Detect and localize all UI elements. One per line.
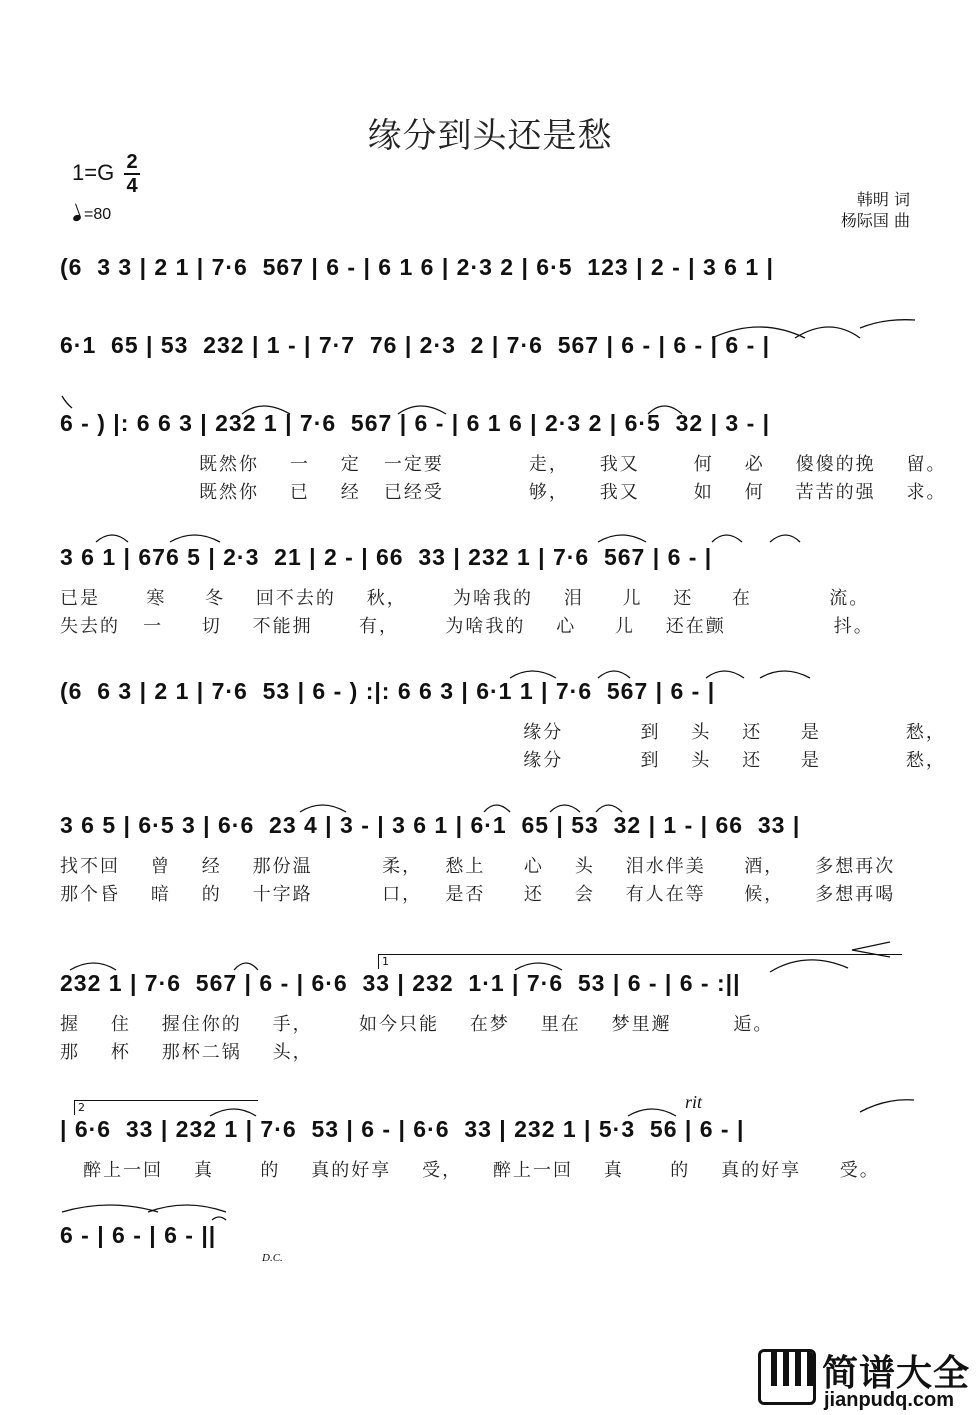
slur-arc	[860, 1100, 914, 1112]
lyric-verse-2: 失去的 一 切 不能拥 有， 为啥我的 心 儿 还在颤 抖。	[60, 616, 874, 637]
site-logo	[758, 1345, 980, 1415]
lyricist-credit: 韩明 词	[856, 190, 910, 209]
score-row-8	[60, 1092, 920, 1186]
notation-line: 3 6 5 | 6·5 3 | 6·6 23 4 | 3 - | 3 6 1 | 6·1 65 | 53 32 | 1 - | 66 33 |	[60, 812, 801, 838]
logo-name: 简谱大全	[822, 1353, 971, 1394]
volta-2: 2	[74, 1100, 258, 1115]
notation-line: 6 - | 6 - | 6 - ||	[60, 1222, 217, 1248]
slur-arc	[712, 535, 742, 542]
piano-keys-icon	[758, 1349, 816, 1405]
time-signature-bottom: 4	[126, 175, 138, 197]
slur-arc	[628, 1109, 676, 1116]
slur-arc	[510, 671, 556, 678]
slur-arc	[760, 671, 810, 678]
time-signature-top: 2	[126, 151, 138, 173]
slur-arc	[598, 535, 646, 542]
lyric-verse-1: 缘分 到 头 还 是 愁，	[60, 722, 946, 743]
lyric-verse-2: 缘分 到 头 还 是 愁，	[60, 750, 946, 771]
score-row-6	[60, 812, 920, 905]
score-row-9	[60, 1222, 920, 1292]
score-row-7	[60, 955, 920, 1063]
slur-arc	[300, 805, 346, 812]
lyric-verse-2: 那个昏 暗 的 十字路 口， 是否 还 会 有人在等 候， 多想再喝	[60, 884, 896, 905]
lyric-verse-1: 醉上一回 真 的 真的好享 受， 醉上一回 真 的 真的好享 受。	[60, 1160, 880, 1181]
score-row-2	[60, 332, 920, 402]
notation-line: 6 - ) |: 6 6 3 | 232 1 | 7·6 567 | 6 - | 6 1 6 | 2·3 2 | 6·5 32 | 3 - |	[60, 410, 771, 436]
slur-arc	[484, 805, 510, 812]
lyric-verse-2: 既然你 已 经 已经受 够， 我又 如 何 苦苦的强 求。	[60, 482, 947, 503]
score-row-1	[60, 254, 920, 324]
lyric-verse-1: 已是 寒 冬 回不去的 秋， 为啥我的 泪 儿 还 在 流。	[60, 588, 870, 609]
slur-arc	[148, 1205, 226, 1212]
logo-url: jianpudq.com	[824, 1389, 954, 1411]
volta-1: 1	[378, 954, 902, 969]
notation-line: (6 3 3 | 2 1 | 7·6 567 | 6 - | 6 1 6 | 2·3 2 | 6·5 123 | 2 - | 3 6 1 |	[60, 254, 774, 280]
score-row-5	[60, 678, 946, 771]
time-signature	[124, 152, 140, 196]
lyric-verse-2: 那 杯 那杯二锅 头，	[60, 1042, 313, 1063]
key-signature: 1=G	[72, 160, 115, 185]
slur-arc	[170, 535, 220, 542]
fermata-arc	[212, 1217, 226, 1220]
slur-arc	[234, 963, 258, 970]
composer-credit: 杨际国 曲	[840, 211, 910, 230]
slur-arc	[62, 1205, 158, 1212]
slur-arc	[706, 671, 744, 678]
slur-arc	[770, 535, 800, 542]
notation-line: (6 6 3 | 2 1 | 7·6 53 | 6 - ) :|: 6 6 3 | 6·1 1 | 7·6 567 | 6 - |	[60, 678, 716, 704]
song-title: 缘分到头还是愁	[367, 116, 613, 156]
notation-line: 3 6 1 | 676 5 | 2·3 21 | 2 - | 66 33 | 232 1 | 7·6 567 | 6 - |	[60, 544, 713, 570]
score-row-4	[60, 544, 920, 637]
notation-line: 232 1 | 7·6 567 | 6 - | 6·6 33 | 232 1·1 | 7·6 53 | 6 - | 6 - :||	[60, 970, 741, 996]
lyric-verse-1: 找不回 曾 经 那份温 柔， 愁上 心 头 泪水伴美 酒， 多想再次	[60, 856, 896, 877]
tempo-marking: =80	[73, 206, 111, 224]
slur-arc	[596, 805, 622, 812]
score-row-3	[60, 410, 947, 503]
slur-arc	[598, 671, 630, 678]
quarter-note-icon	[72, 214, 82, 222]
da-capo-marking: D.C.	[262, 1252, 283, 1264]
lyric-verse-1: 既然你 一 定 一定要 走， 我又 何 必 傻傻的挽 留。	[60, 454, 947, 475]
ritardando-marking: rit	[685, 1092, 703, 1112]
notation-line: 6·1 65 | 53 232 | 1 - | 7·7 76 | 2·3 2 | 7·6 567 | 6 - | 6 - | 6 - |	[60, 332, 771, 358]
notation-line: | 6·6 33 | 232 1 | 7·6 53 | 6 - | 6·6 33 | 232 1 | 5·3 56 | 6 - |	[60, 1116, 745, 1142]
slur-arc	[70, 963, 116, 970]
slur-arc	[550, 805, 580, 812]
lyric-verse-1: 握 住 握住你的 手， 如今只能 在梦 里在 梦里邂 逅。	[60, 1014, 774, 1035]
slur-arc	[96, 535, 128, 542]
